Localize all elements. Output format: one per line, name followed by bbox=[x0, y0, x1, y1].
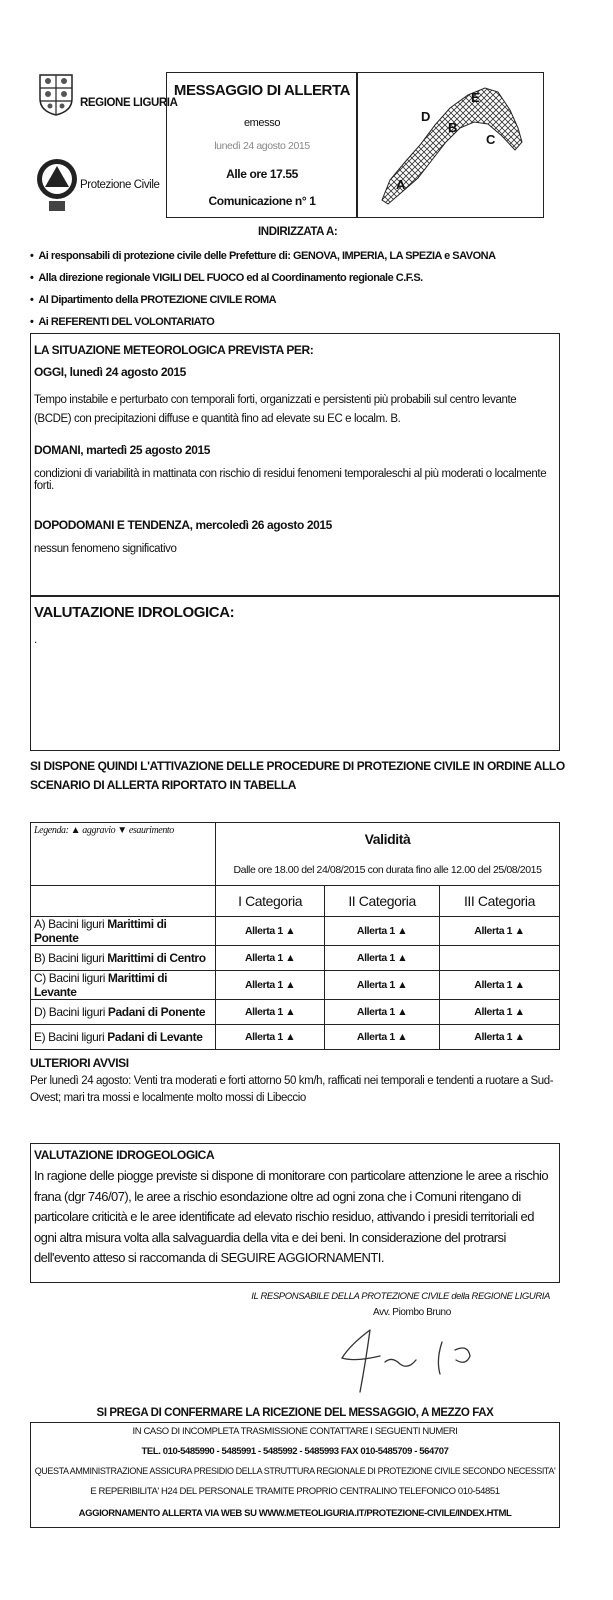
table-row: B) Bacini liguri Marittimi di Centro Allerta 1 ▲ Allerta 1 ▲ bbox=[31, 946, 560, 971]
table-row: E) Bacini liguri Padani di Levante Allerta 1 ▲ Allerta 1 ▲ Allerta 1 ▲ bbox=[31, 1025, 560, 1050]
procedures-line-2: SCENARIO DI ALLERTA RIPORTATO IN TABELLA bbox=[30, 778, 296, 792]
table-row: A) Bacini liguri Marittimi di Ponente Allerta 1 ▲ Allerta 1 ▲ Allerta 1 ▲ bbox=[31, 917, 560, 946]
category-header: I Categoria bbox=[216, 886, 325, 917]
footer-line-2: TEL. 010-5485990 - 5485991 - 5485992 - 5485993 FAX 010-5485709 - 564707 bbox=[141, 1446, 449, 1457]
issue-date: lunedì 24 agosto 2015 bbox=[214, 140, 310, 152]
handwritten-signature bbox=[330, 1320, 500, 1400]
empty-header-cell bbox=[31, 886, 216, 917]
category-header: III Categoria bbox=[439, 886, 559, 917]
civil-protection-label: Protezione Civile bbox=[80, 179, 160, 191]
map-label-c: C bbox=[486, 132, 496, 147]
recipient-item: • Al Dipartimento della PROTEZIONE CIVILE ROMA bbox=[30, 294, 276, 306]
footer-web-link[interactable]: AGGIORNAMENTO ALLERTA VIA WEB SU WWW.METEOLIGURIA.IT/PROTEZIONE-CIVILE/INDEX.HTML bbox=[78, 1508, 512, 1519]
table-row: C) Bacini liguri Marittimi di Levante Allerta 1 ▲ Allerta 1 ▲ Allerta 1 ▲ bbox=[31, 971, 560, 1000]
issued-label: emesso bbox=[243, 117, 281, 129]
footer-line-4: E REPERIBILITA' H24 DEL PERSONALE TRAMITE PROPRIO CENTRALINO TELEFONICO 010-54851 bbox=[90, 1486, 500, 1497]
tomorrow-text: condizioni di variabilità in mattinata con rischio di residui fenomeni temporaleschi al più moderati o localmente forti. bbox=[34, 468, 547, 492]
table-row: D) Bacini liguri Padani di Ponente Allerta 1 ▲ Allerta 1 ▲ Allerta 1 ▲ bbox=[31, 1000, 560, 1025]
map-label-d: D bbox=[421, 109, 431, 124]
after-tomorrow-label: DOPODOMANI E TENDENZA, mercoledì 26 agosto 2015 bbox=[34, 518, 332, 532]
region-name: REGIONE LIGURIA bbox=[80, 97, 178, 109]
hydro-heading: VALUTAZIONE IDROLOGICA: bbox=[34, 604, 235, 621]
tomorrow-label: DOMANI, martedì 25 agosto 2015 bbox=[34, 443, 211, 457]
issue-time: Alle ore 17.55 bbox=[226, 167, 298, 181]
validity-heading: Validità bbox=[216, 823, 560, 856]
footer-line-3: QUESTA AMMINISTRAZIONE ASSICURA PRESIDIO DELLA STRUTTURA REGIONALE DI PROTEZIONE CIVILE SECONDO NECESSITA' bbox=[34, 1466, 556, 1476]
signature-role: IL RESPONSABILE DELLA PROTEZIONE CIVILE della REGIONE LIGURIA bbox=[251, 1291, 550, 1302]
today-label: OGGI, lunedì 24 agosto 2015 bbox=[34, 365, 186, 379]
recipient-item: • Alla direzione regionale VIGILI DEL FUOCO ed al Coordinamento regionale C.F.S. bbox=[30, 272, 423, 284]
message-title: MESSAGGIO DI ALLERTA bbox=[173, 82, 351, 99]
signature-name: Avv. Piombo Bruno bbox=[373, 1307, 451, 1318]
footer-line-1: IN CASO DI INCOMPLETA TRASMISSIONE CONTATTARE I SEGUENTI NUMERI bbox=[132, 1426, 458, 1437]
confirm-request: SI PREGA DI CONFERMARE LA RICEZIONE DEL MESSAGGIO, A MEZZO FAX bbox=[96, 1407, 494, 1419]
category-header: II Categoria bbox=[325, 886, 440, 917]
after-tomorrow-text: nessun fenomeno significativo bbox=[34, 543, 177, 555]
notices-heading: ULTERIORI AVVISI bbox=[30, 1056, 129, 1070]
legend-cell: Legenda: ▲ aggravio ▼ esaurimento bbox=[31, 823, 216, 886]
hydrogeo-text: In ragione delle piogge previste si dispone di monitorare con particolare attenzione le aree a rischio frana (dgr 746/07), le aree a rischio esondazione oltre ad ogni zona che i Comuni ritengano di particolare criticità e le aree identificate ad elevato rischio residuo, attivando i presidi territoriali ed ogni altra misura volta alla salvaguardia della vita e dei beni. In considerazione del protrarsi dell'evento atteso si raccomanda di SEGUIRE AGGIORNAMENTI. bbox=[34, 1168, 549, 1265]
notices-text: Per lunedì 24 agosto: Venti tra moderati e forti attorno 50 km/h, rafficati nei temporali e tendenti a ruotare a Sud-Ovest; mari tra mossi e localmente molto mossi di Libeccio bbox=[30, 1075, 554, 1104]
recipient-item: • Ai REFERENTI DEL VOLONTARIATO bbox=[30, 316, 214, 328]
map-label-b: B bbox=[448, 120, 458, 135]
map-label-e: E bbox=[471, 90, 480, 105]
recipient-item: • Ai responsabili di protezione civile delle Prefetture di: GENOVA, IMPERIA, LA SPEZIA e SAVONA bbox=[30, 250, 496, 262]
validity-detail: Dalle ore 18.00 del 24/08/2015 con durata fino alle 12.00 del 25/08/2015 bbox=[216, 855, 560, 885]
civil-protection-logo bbox=[35, 155, 79, 213]
hydrogeo-heading: VALUTAZIONE IDROGEOLOGICA bbox=[34, 1148, 215, 1162]
recipients-heading: INDIRIZZATA A: bbox=[258, 226, 338, 238]
region-logo bbox=[38, 73, 74, 117]
map-label-a: A bbox=[396, 177, 406, 192]
communication-number: Comunicazione n° 1 bbox=[208, 194, 316, 208]
today-text: Tempo instabile e perturbato con temporali forti, organizzati e persistenti più probabili sul centro levante (BCDE) con precipitazioni diffuse e quantità fino ad elevate su EC e localm. B. bbox=[34, 394, 517, 425]
alert-table bbox=[30, 822, 560, 1050]
hydro-text: . bbox=[34, 632, 37, 646]
procedures-line-1: SI DISPONE QUINDI L'ATTIVAZIONE DELLE PROCEDURE DI PROTEZIONE CIVILE IN ORDINE ALLO bbox=[30, 759, 565, 773]
liguria-map bbox=[370, 80, 535, 212]
forecast-heading: LA SITUAZIONE METEOROLOGICA PREVISTA PER: bbox=[34, 343, 314, 357]
